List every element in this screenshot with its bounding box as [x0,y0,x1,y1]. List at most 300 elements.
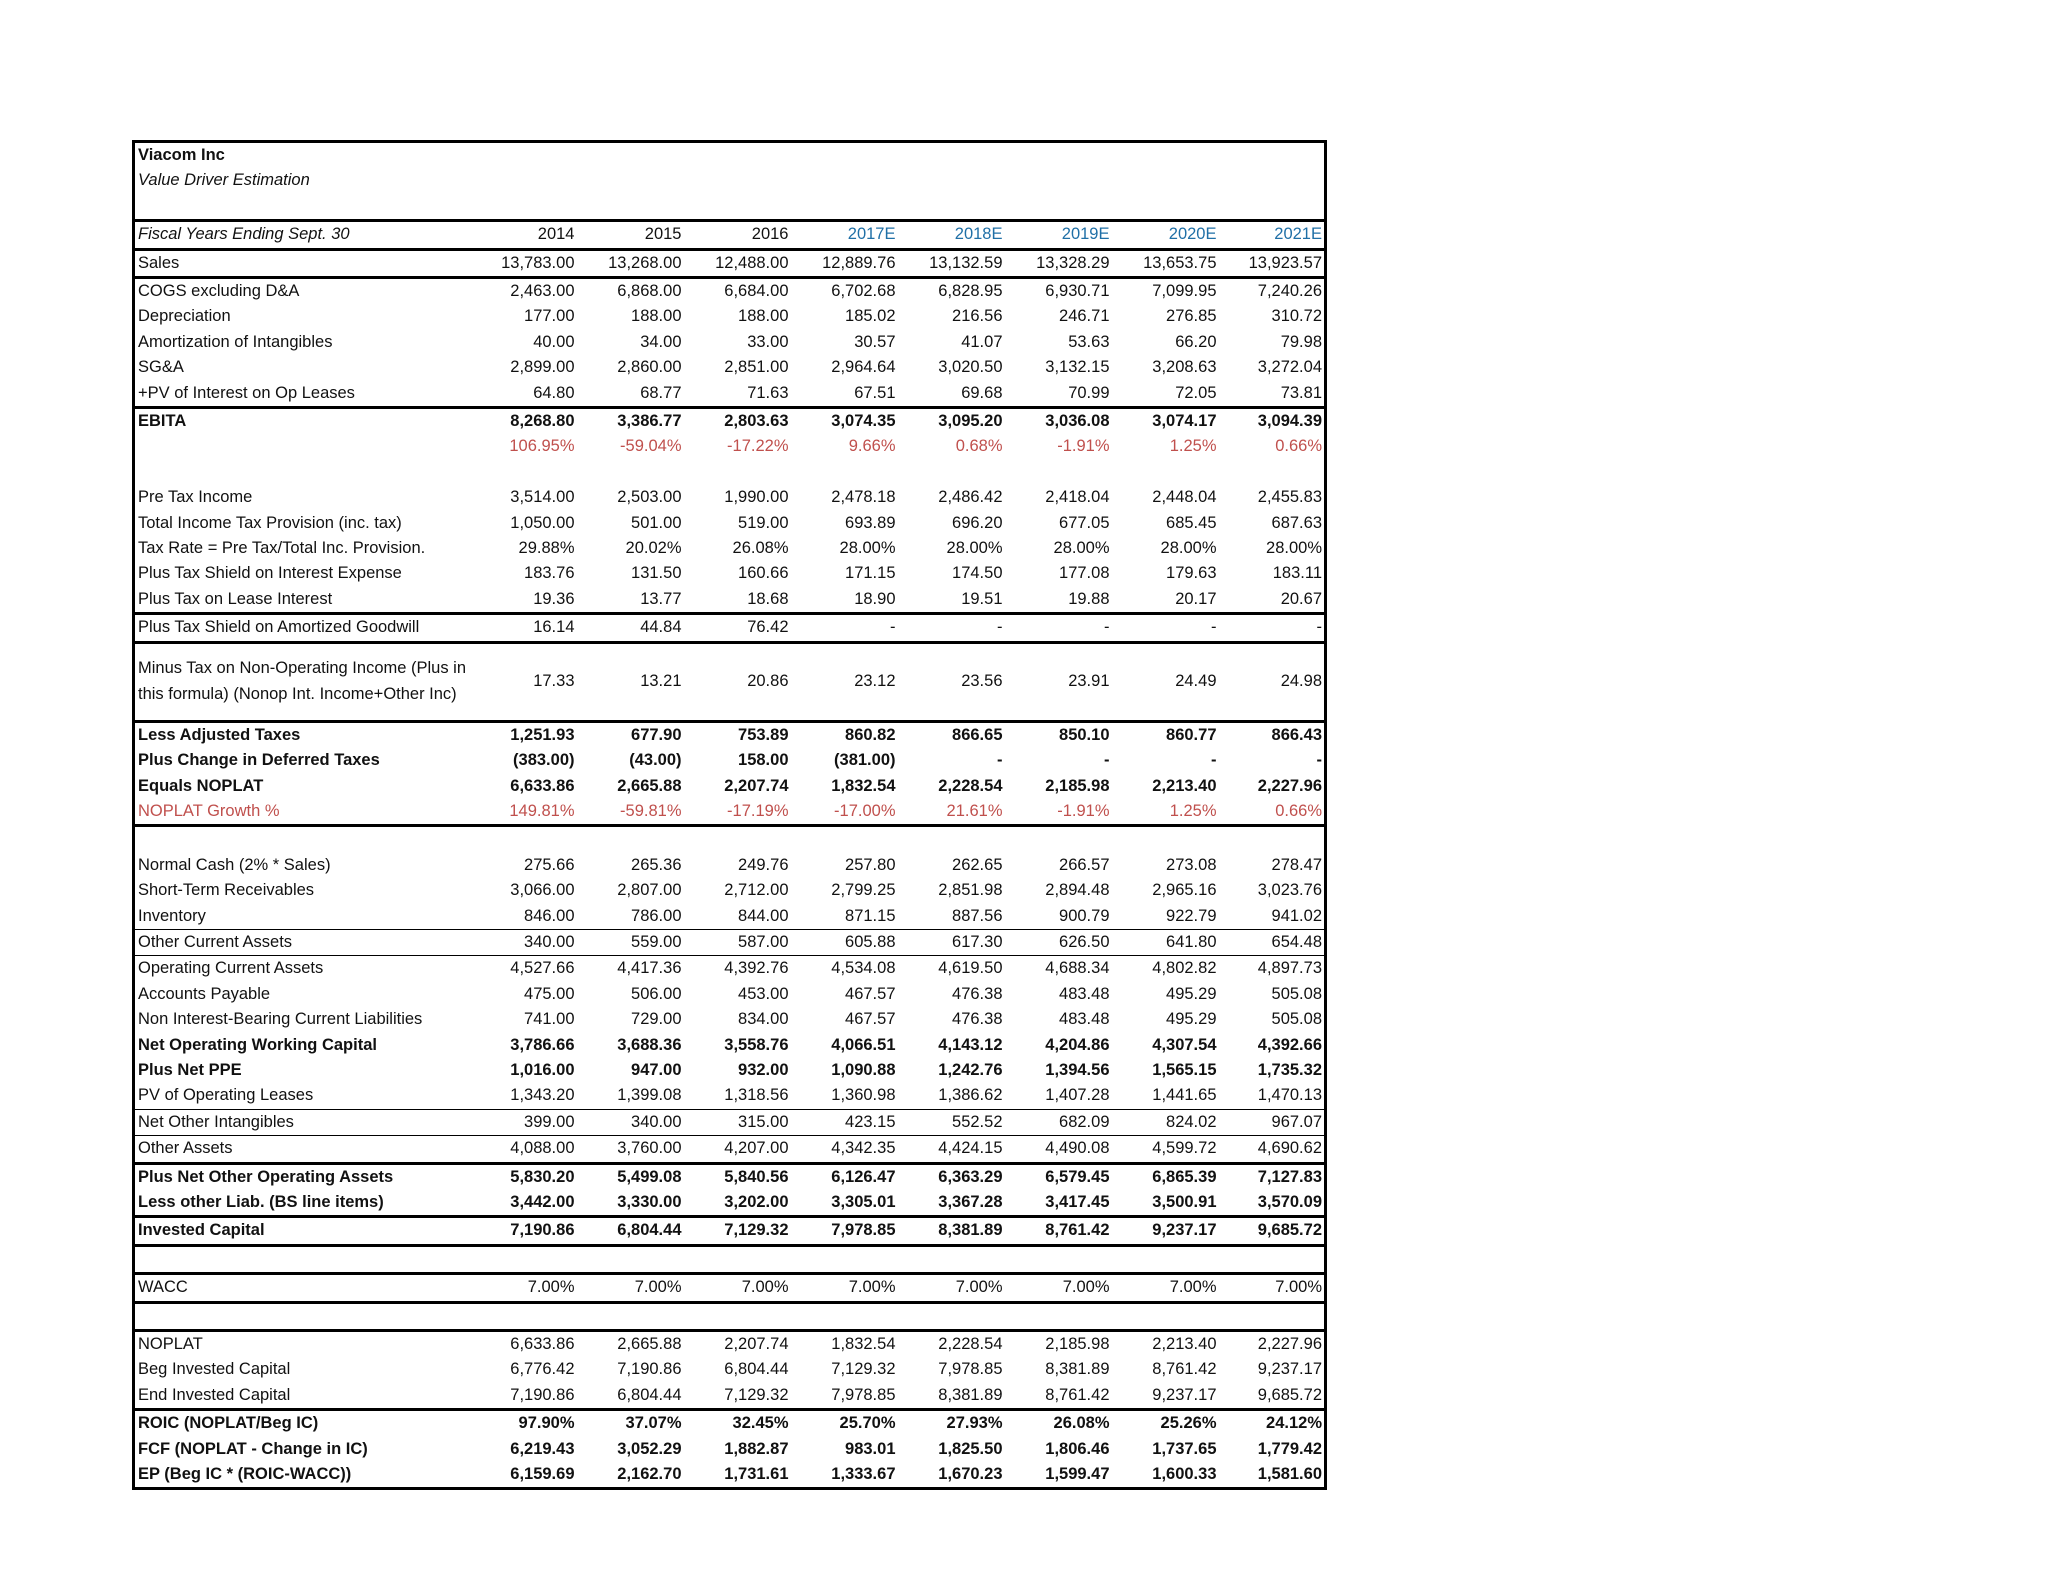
cell-value: 44.84 [577,614,684,642]
year-header: 2014 [470,221,577,249]
cell-value: 3,272.04 [1219,355,1326,380]
row-label: SG&A [134,355,470,380]
cell-value: 3,367.28 [898,1190,1005,1217]
cell-value: 467.57 [845,984,896,1003]
cell-value: 399.00 [470,1109,577,1135]
cell-value: 5,840.56 [724,1167,789,1186]
cell-value: 13.77 [577,587,684,614]
table-row [134,929,1326,955]
spreadsheet [132,140,1324,1490]
cell-value: 7,978.85 [938,1360,1003,1379]
row-label [134,1302,470,1330]
table-row [134,1330,1326,1357]
cell-value [898,1302,1005,1330]
cell-value: 6,579.45 [1045,1167,1110,1186]
cell-value: 475.00 [524,984,575,1003]
row-label [134,460,470,485]
cell-value: 860.77 [1166,725,1217,744]
cell-value: 8,381.89 [898,1217,1005,1245]
cell-value: 53.63 [1068,332,1110,351]
cell-value: 3,094.39 [1219,408,1326,435]
cell-value: 73.81 [1219,381,1326,408]
cell-value: 23.91 [1005,642,1112,721]
cell-value [791,1302,898,1330]
cell-value: 4,619.50 [938,959,1003,978]
row-label: Net Other Intangibles [134,1109,470,1135]
cell-value: 1,670.23 [898,1462,1005,1489]
cell-value: 30.57 [854,332,896,351]
cell-value: 278.47 [1219,853,1326,878]
table-row [134,1007,1326,1032]
table-row [134,381,1326,408]
cell-value: 3,786.66 [510,1035,575,1054]
row-label: Other Current Assets [134,929,470,955]
cell-value: 1,735.32 [1219,1058,1326,1083]
row-label: FCF (NOPLAT - Change in IC) [134,1437,470,1462]
cell-value: (381.00) [834,751,896,770]
cell-value: 4,066.51 [831,1035,896,1054]
cell-value: 654.48 [1219,929,1326,955]
cell-value: 79.98 [1219,330,1326,355]
header-row [134,221,1326,249]
cell-value: 476.38 [952,1010,1003,1029]
cell-value: 871.15 [791,904,898,930]
cell-value: - [1219,614,1326,642]
table-row [134,511,1326,536]
table-row [134,1383,1326,1410]
cell-value [577,460,684,485]
cell-value: 6,633.86 [510,1334,575,1353]
cell-value: 4,688.34 [1045,959,1110,978]
table-row [134,1410,1326,1437]
cell-value: 16.14 [470,614,577,642]
cell-value [1112,460,1219,485]
cell-value: 6,776.42 [510,1360,575,1379]
cell-value [791,460,898,485]
cell-value [684,1302,791,1330]
row-label: End Invested Capital [134,1383,470,1410]
cell-value: 28.00% [946,539,1003,558]
row-label: +PV of Interest on Op Leases [134,381,470,408]
cell-value: 519.00 [738,513,789,532]
cell-value: 28.00% [1219,536,1326,561]
cell-value: 24.98 [1219,642,1326,721]
cell-value: 1,016.00 [510,1060,575,1079]
cell-value: 3,442.00 [470,1190,577,1217]
cell-value: 2,418.04 [1045,488,1110,507]
cell-value: 158.00 [738,751,789,770]
cell-value [577,1245,684,1273]
cell-value: 2,851.98 [938,881,1003,900]
cell-value: 587.00 [684,929,791,955]
cell-value: 4,527.66 [510,959,575,978]
cell-value: 20.02% [625,539,682,558]
cell-value: 1,090.88 [831,1060,896,1079]
cell-value: 32.45% [732,1414,789,1433]
cell-value: 677.90 [631,725,682,744]
cell-value: 1,407.28 [1005,1083,1112,1109]
cell-value: 6,126.47 [831,1167,896,1186]
cell-value: 3,020.50 [938,358,1003,377]
cell-value: 967.07 [1219,1109,1326,1135]
row-label: EBITA [134,408,470,435]
cell-value: 4,424.15 [898,1136,1005,1163]
table-row [134,408,1326,435]
subtitle-row [134,168,1326,193]
row-label: Plus Change in Deferred Taxes [134,748,470,773]
cell-value: 0.68% [955,437,1003,456]
cell-value: 2,227.96 [1219,1330,1326,1357]
cell-value: 626.50 [1005,929,1112,955]
table-row [134,355,1326,380]
table-row [134,1083,1326,1109]
cell-value [898,826,1005,853]
cell-value: 68.77 [577,381,684,408]
value-driver-table [132,140,1327,1490]
table-row [134,1058,1326,1083]
cell-value: 866.43 [1219,721,1326,748]
cell-value: 1,731.61 [684,1462,791,1489]
row-label: Pre Tax Income [134,485,470,510]
cell-value: 34.00 [640,332,682,351]
cell-value: 1,832.54 [831,1334,896,1353]
year-header: 2016 [684,221,791,249]
cell-value: 2,860.00 [617,358,682,377]
cell-value: 2,213.40 [1152,1334,1217,1353]
cell-value: 13,328.29 [1005,249,1112,277]
cell-value: 729.00 [631,1010,682,1029]
row-label: Inventory [134,904,470,930]
cell-value: 17.33 [470,642,577,721]
cell-value: 687.63 [1219,511,1326,536]
row-label: ROIC (NOPLAT/Beg IC) [134,1410,470,1437]
year-header: 2018E [898,221,1005,249]
cell-value: 1,399.08 [577,1083,684,1109]
cell-value: 7,978.85 [791,1383,898,1410]
cell-value: 9,237.17 [1112,1383,1219,1410]
cell-value: 4,207.00 [684,1136,791,1163]
cell-value: 40.00 [533,332,575,351]
cell-value: 6,684.00 [724,282,789,301]
year-header: 2017E [791,221,898,249]
row-label: WACC [134,1274,470,1302]
cell-value [470,826,577,853]
cell-value: 340.00 [470,929,577,955]
cell-value: 5,830.20 [510,1167,575,1186]
row-label: PV of Operating Leases [134,1083,470,1109]
cell-value [898,1245,1005,1273]
table-row [134,536,1326,561]
cell-value: 1,990.00 [724,488,789,507]
row-label: Plus Net PPE [134,1058,470,1083]
table-row [134,853,1326,878]
cell-value: 2,463.00 [510,282,575,301]
cell-value: 7.00% [684,1274,791,1302]
cell-value: 922.79 [1112,904,1219,930]
cell-value [1005,460,1112,485]
cell-value: - [791,614,898,642]
cell-value [684,1245,791,1273]
cell-value: 1,441.65 [1112,1083,1219,1109]
cell-value: 3,132.15 [1045,358,1110,377]
cell-value: 18.90 [791,587,898,614]
cell-value: 846.00 [470,904,577,930]
cell-value: 3,417.45 [1005,1190,1112,1217]
cell-value [898,460,1005,485]
row-label: Invested Capital [134,1217,470,1245]
cell-value: 9,685.72 [1219,1383,1326,1410]
cell-value: 453.00 [738,984,789,1003]
row-label: Plus Net Other Operating Assets [134,1163,470,1190]
cell-value: 26.08% [732,539,789,558]
cell-value: -17.19% [684,799,791,826]
cell-value: 6,702.68 [831,282,896,301]
cell-value: 3,386.77 [617,412,682,431]
table-row [134,1274,1326,1302]
cell-value: 2,185.98 [1045,776,1110,795]
cell-value: 7,240.26 [1219,278,1326,305]
cell-value [684,826,791,853]
cell-value: 76.42 [684,614,791,642]
cell-value: 3,500.91 [1112,1190,1219,1217]
row-label: NOPLAT [134,1330,470,1357]
cell-value [1005,826,1112,853]
cell-value: 1,343.20 [470,1083,577,1109]
table-row [134,614,1326,642]
cell-value: 932.00 [738,1060,789,1079]
cell-value: 2,894.48 [1045,881,1110,900]
cell-value: 2,185.98 [1045,1334,1110,1353]
cell-value: 19.36 [470,587,577,614]
cell-value: 677.05 [1059,513,1110,532]
cell-value: 6,363.29 [938,1167,1003,1186]
row-label: Amortization of Intangibles [134,330,470,355]
row-label: Depreciation [134,304,470,329]
cell-value: 3,202.00 [684,1190,791,1217]
table-row [134,304,1326,329]
table-row [134,721,1326,748]
cell-value: 4,204.86 [1045,1035,1110,1054]
row-label [134,826,470,853]
row-label: Minus Tax on Non-Operating Income (Plus in this formula) (Nonop Int. Income+Other Inc) [134,642,470,721]
cell-value: 37.07% [625,1414,682,1433]
cell-value: 7,129.32 [684,1383,791,1410]
cell-value: 2,665.88 [617,1334,682,1353]
cell-value: 4,392.66 [1219,1033,1326,1058]
cell-value: 8,761.42 [1152,1360,1217,1379]
cell-value: 131.50 [631,564,682,583]
table-row [134,878,1326,903]
company-name: Viacom Inc [134,142,470,169]
cell-value: 1,050.00 [510,513,575,532]
cell-value: 315.00 [684,1109,791,1135]
cell-value: 188.00 [738,307,789,326]
cell-value: 1,599.47 [1005,1462,1112,1489]
cell-value: 67.51 [791,381,898,408]
cell-value: 8,381.89 [898,1383,1005,1410]
cell-value: 28.00% [1053,539,1110,558]
cell-value: 177.08 [1059,564,1110,583]
table-row [134,249,1326,277]
cell-value: 26.08% [1053,1414,1110,1433]
cell-value: 23.12 [791,642,898,721]
cell-value: 6,633.86 [510,776,575,795]
cell-value: 1,565.15 [1152,1060,1217,1079]
cell-value: 947.00 [631,1060,682,1079]
cell-value: -59.81% [577,799,684,826]
row-label: Accounts Payable [134,982,470,1007]
row-label: Plus Tax Shield on Amortized Goodwill [134,614,470,642]
table-row [134,330,1326,355]
cell-value [1005,1302,1112,1330]
cell-value: 2,712.00 [724,881,789,900]
table-row [134,982,1326,1007]
cell-value: -1.91% [1005,799,1112,826]
fiscal-year-label: Fiscal Years Ending Sept. 30 [134,221,470,249]
cell-value: 7,190.86 [470,1217,577,1245]
cell-value [1219,826,1326,853]
cell-value: 4,342.35 [791,1136,898,1163]
cell-value: 753.89 [738,725,789,744]
cell-value: 0.66% [1219,799,1326,826]
cell-value: 3,514.00 [510,488,575,507]
cell-value: 1,470.13 [1219,1083,1326,1109]
cell-value: 2,213.40 [1152,776,1217,795]
cell-value: 276.85 [1166,307,1217,326]
cell-value: 183.11 [1219,561,1326,586]
cell-value [470,1245,577,1273]
cell-value: 4,392.76 [724,959,789,978]
company-row [134,142,1326,169]
row-label: Non Interest-Bearing Current Liabilities [134,1007,470,1032]
cell-value [577,1302,684,1330]
cell-value: - [898,614,1005,642]
row-label: Tax Rate = Pre Tax/Total Inc. Provision. [134,536,470,561]
cell-value [1219,1245,1326,1273]
cell-value: 7,190.86 [470,1383,577,1410]
cell-value: 2,228.54 [938,1334,1003,1353]
cell-value: 13.21 [577,642,684,721]
row-label: Normal Cash (2% * Sales) [134,853,470,878]
row-label: Sales [134,249,470,277]
cell-value: 483.48 [1059,984,1110,1003]
cell-value: 27.93% [946,1414,1003,1433]
cell-value: 4,307.54 [1152,1035,1217,1054]
cell-value: 941.02 [1219,904,1326,930]
table-row [134,799,1326,826]
cell-value: 28.00% [839,539,896,558]
cell-value: 310.72 [1219,304,1326,329]
cell-value: 476.38 [952,984,1003,1003]
cell-value: 1,318.56 [684,1083,791,1109]
table-row [134,956,1326,982]
cell-value: 3,095.20 [938,412,1003,431]
cell-value: 71.63 [684,381,791,408]
table-row [134,587,1326,614]
cell-value: 7,099.95 [1152,282,1217,301]
cell-value: 21.61% [898,799,1005,826]
cell-value: 887.56 [898,904,1005,930]
cell-value: 6,828.95 [938,282,1003,301]
cell-value: 1,386.62 [898,1083,1005,1109]
cell-value: 183.76 [524,564,575,583]
cell-value: 2,162.70 [577,1462,684,1489]
cell-value: 12,488.00 [684,249,791,277]
cell-value: 850.10 [1059,725,1110,744]
cell-value: 3,330.00 [577,1190,684,1217]
cell-value: 179.63 [1166,564,1217,583]
cell-value: 266.57 [1059,855,1110,874]
cell-value: 6,219.43 [510,1439,575,1458]
cell-value: 6,159.69 [470,1462,577,1489]
cell-value: -17.00% [791,799,898,826]
cell-value: 24.12% [1219,1410,1326,1437]
cell-value: 7.00% [577,1274,684,1302]
cell-value: 786.00 [577,904,684,930]
cell-value: -1.91% [1057,437,1110,456]
cell-value: 552.52 [898,1109,1005,1135]
cell-value: 24.49 [1112,642,1219,721]
cell-value: 4,490.08 [1005,1136,1112,1163]
cell-value: 69.68 [898,381,1005,408]
cell-value: 4,534.08 [831,959,896,978]
row-label: Plus Tax Shield on Interest Expense [134,561,470,586]
subtitle: Value Driver Estimation [134,168,470,193]
cell-value: 7,190.86 [617,1360,682,1379]
year-header: 2019E [1005,221,1112,249]
year-header: 2021E [1219,221,1326,249]
cell-value: 1,806.46 [1045,1439,1110,1458]
table-row [134,1163,1326,1190]
cell-value: 6,865.39 [1152,1167,1217,1186]
cell-value: 8,381.89 [1045,1360,1110,1379]
cell-value: 6,930.71 [1045,282,1110,301]
cell-value: 66.20 [1175,332,1217,351]
cell-value: 7,127.83 [1219,1163,1326,1190]
table-row [134,1033,1326,1058]
table-row [134,642,1326,721]
cell-value [470,1302,577,1330]
row-label [134,434,470,459]
cell-value: 682.09 [1005,1109,1112,1135]
cell-value: 2,228.54 [938,776,1003,795]
row-label: Plus Tax on Lease Interest [134,587,470,614]
cell-value: 4,143.12 [938,1035,1003,1054]
cell-value: -17.22% [727,437,789,456]
cell-value: 9,237.17 [1219,1357,1326,1382]
cell-value: 3,066.00 [510,881,575,900]
cell-value: 2,486.42 [938,488,1003,507]
cell-value: 171.15 [845,564,896,583]
cell-value: 33.00 [747,332,789,351]
cell-value [684,460,791,485]
cell-value: 1,832.54 [831,776,896,795]
cell-value: 19.88 [1005,587,1112,614]
table-row [134,278,1326,305]
cell-value: 13,653.75 [1112,249,1219,277]
cell-value: 13,783.00 [470,249,577,277]
cell-value: 25.26% [1160,1414,1217,1433]
cell-value: 1,394.56 [1045,1060,1110,1079]
cell-value: 7,129.32 [684,1217,791,1245]
cell-value: 7,978.85 [791,1217,898,1245]
cell-value: 2,807.00 [617,881,682,900]
cell-value: 262.65 [952,855,1003,874]
table-row [134,1437,1326,1462]
cell-value: 2,803.63 [724,412,789,431]
row-label: Less other Liab. (BS line items) [134,1190,470,1217]
table-row [134,561,1326,586]
